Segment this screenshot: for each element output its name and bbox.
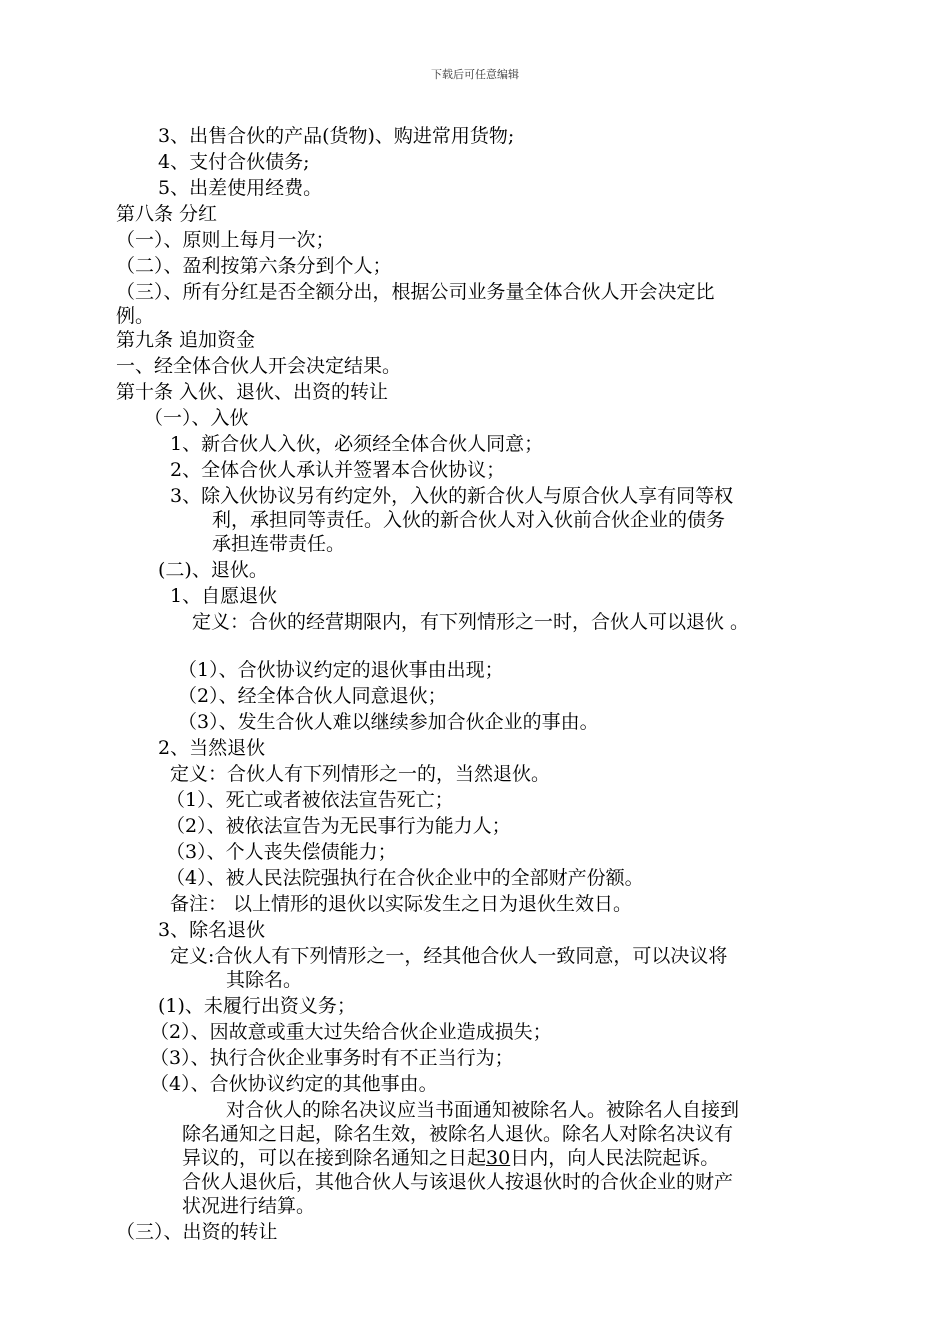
text-line: 3、除名退伙 [158, 919, 266, 941]
section-heading: 第九条 追加资金 [116, 329, 256, 351]
section-heading: 第十条 入伙、退伙、出资的转让 [116, 381, 389, 403]
text-line: （3）、执行合伙企业事务时有不正当行为； [150, 1047, 514, 1069]
text-line: 除名通知之日起，除名生效，被除名人退伙。除名人对除名决议有 [182, 1123, 734, 1145]
text-segment: 日内，向人民法院起诉。 [510, 1147, 720, 1169]
section-heading: 第八条 分红 [116, 203, 218, 225]
text-line: 其除名。 [226, 969, 303, 991]
text-line: 对合伙人的除名决议应当书面通知被除名人。被除名人自接到 [226, 1099, 740, 1121]
text-line: （1）、合伙协议约定的退伙事由出现； [178, 659, 504, 681]
text-line: 利，承担同等责任。入伙的新合伙人对入伙前合伙企业的债务 [212, 509, 726, 531]
text-line: （3）、发生合伙人难以继续参加合伙企业的事由。 [178, 711, 599, 733]
text-line: 3、除入伙协议另有约定外，入伙的新合伙人与原合伙人享有同等权 [170, 485, 734, 507]
text-line: （三）、所有分红是否全额分出，根据公司业务量全体合伙人开会决定比 [116, 281, 715, 303]
text-line: 承担连带责任。 [212, 533, 346, 555]
text-line: （4）、合伙协议约定的其他事由。 [150, 1073, 438, 1095]
page-header: 下载后可任意编辑 [431, 68, 519, 81]
text-line: 合伙人退伙后，其他合伙人与该退伙人按退伙时的合伙企业的财产 [182, 1171, 734, 1193]
text-line: （2）、因故意或重大过失给合伙企业造成损失； [150, 1021, 552, 1043]
text-line: 例。 [116, 305, 155, 327]
text-line: （2）、经全体合伙人同意退伙； [178, 685, 447, 707]
subsection-heading: （一）、入伙 [144, 407, 249, 429]
text-line: （1）、死亡或者被依法宣告死亡； [166, 789, 454, 811]
text-line: 定义：合伙的经营期限内，有下列情形之一时，合伙人可以退伙 。 [192, 611, 750, 633]
text-line: 一、经全体合伙人开会决定结果。 [116, 355, 402, 377]
text-line: （4）、被人民法院强执行在合伙企业中的全部财产份额。 [166, 867, 644, 889]
subsection-heading: （三）、出资的转让 [116, 1221, 278, 1243]
text-line: 3、出售合伙的产品(货物)、购进常用货物; [158, 125, 515, 147]
text-line: （一）、原则上每月一次； [116, 229, 335, 251]
text-segment: 异议的，可以在接到除名通知之日起 [182, 1147, 487, 1169]
text-line: （3）、个人丧失偿债能力； [166, 841, 397, 863]
text-line: （二）、盈利按第六条分到个人； [116, 255, 392, 277]
text-line: （2）、被依法宣告为无民事行为能力人； [166, 815, 511, 837]
text-line: 定义：合伙人有下列情形之一的，当然退伙。 [170, 763, 551, 785]
text-line: 状况进行结算。 [182, 1195, 316, 1217]
text-line: 2、当然退伙 [158, 737, 266, 759]
text-line: 5、出差使用经费。 [158, 177, 323, 199]
text-line: 备注： 以上情形的退伙以实际发生之日为退伙生效日。 [170, 893, 633, 915]
days-value: 30 [486, 1147, 511, 1169]
text-line: 4、支付合伙债务; [158, 151, 310, 173]
text-line: (1)、未履行出资义务； [158, 995, 356, 1017]
text-line: 2、全体合伙人承认并签署本合伙协议； [170, 459, 506, 481]
text-line [182, 1146, 719, 1170]
subsection-heading: (二)、退伙。 [158, 559, 268, 581]
text-line: 1、自愿退伙 [170, 585, 278, 607]
text-line: 1、新合伙人入伙，必须经全体合伙人同意； [170, 433, 544, 455]
text-line: 定义:合伙人有下列情形之一，经其他合伙人一致同意，可以决议将 [170, 945, 728, 967]
